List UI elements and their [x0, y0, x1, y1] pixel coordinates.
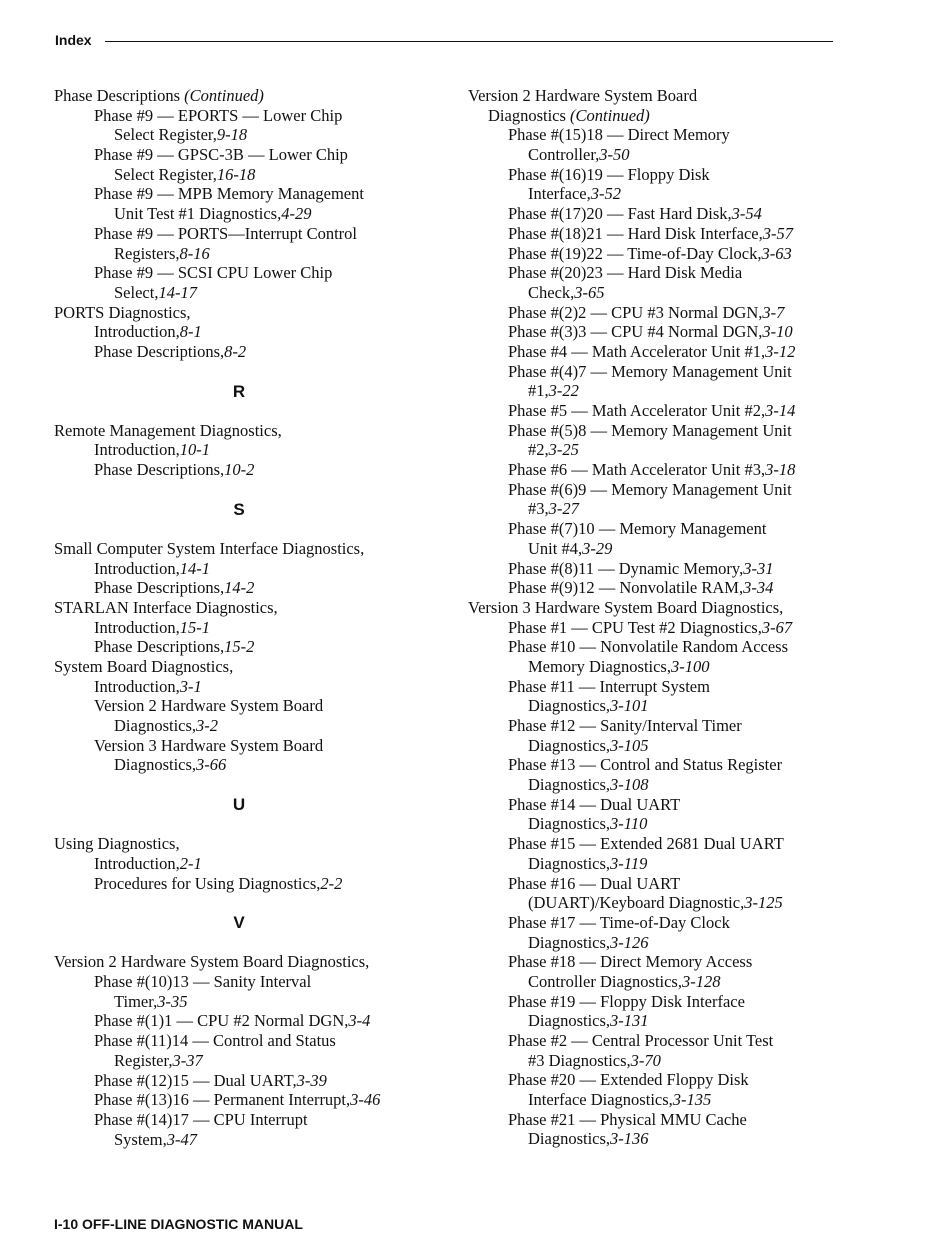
index-entry	[468, 401, 863, 421]
entry-page-ref: (Continued)	[184, 86, 264, 105]
index-entry	[468, 145, 863, 165]
index-entry	[468, 913, 863, 933]
entry-text: Diagnostics,	[528, 814, 611, 834]
index-entry	[468, 224, 863, 244]
entry-text: Diagnostics,	[528, 735, 611, 755]
entry-text: STARLAN Interface Diagnostics,	[54, 597, 278, 617]
entry-text: Phase #(15)18 — Direct Memory	[508, 125, 730, 145]
entry-text: Phase #19 — Floppy Disk Interface	[508, 991, 745, 1011]
index-entry	[54, 1011, 464, 1031]
entry-text: Registers,	[114, 243, 180, 263]
entry-text: Phase Descriptions,	[94, 637, 225, 657]
index-column-right	[468, 86, 863, 1149]
entry-text: Phase #(6)9 — Memory Management Unit	[508, 479, 792, 499]
entry-text: Register,	[114, 1050, 173, 1070]
index-entry	[468, 992, 863, 1012]
entry-text: Diagnostics,	[528, 696, 611, 716]
entry-text: Phase Descriptions,	[94, 341, 225, 361]
index-entry	[54, 834, 464, 854]
index-entry	[54, 657, 464, 677]
entry-page-ref: 3-131	[610, 1011, 649, 1031]
entry-text: (DUART)/Keyboard Diagnostic,	[528, 893, 745, 913]
entry-text: Phase #4 — Math Accelerator Unit #1,	[508, 341, 766, 361]
entry-text: Phase #9 — MPB Memory Management	[94, 184, 364, 204]
index-entry	[468, 283, 863, 303]
index-entry	[468, 755, 863, 775]
entry-page-ref: 14-1	[179, 558, 210, 578]
entry-page-ref: 9-18	[216, 125, 248, 145]
section-letter: S	[233, 499, 245, 519]
entry-text: Version 2 Hardware System Board	[468, 86, 698, 105]
index-entry	[468, 618, 863, 638]
entry-text: Introduction,	[94, 853, 180, 873]
index-entry	[468, 637, 863, 657]
index-entry	[468, 1051, 863, 1071]
index-entry	[54, 539, 464, 559]
index-entry	[468, 381, 863, 401]
entry-page-ref: 8-2	[224, 341, 247, 361]
index-entry	[54, 736, 464, 756]
index-entry	[468, 874, 863, 894]
entry-text: Introduction,	[94, 440, 180, 460]
entry-text: Phase Descriptions,	[94, 460, 225, 480]
entry-page-ref: 3-22	[548, 381, 579, 401]
entry-page-ref: 3-37	[172, 1050, 203, 1070]
entry-page-ref: 3-63	[761, 243, 792, 263]
entry-text: Phase #(4)7 — Memory Management Unit	[508, 361, 792, 381]
entry-text: Interface Diagnostics,	[528, 1090, 673, 1110]
entry-page-ref: 3-34	[743, 578, 774, 598]
entry-text: Timer,	[114, 991, 158, 1011]
index-entry	[54, 598, 464, 618]
entry-text: Phase #5 — Math Accelerator Unit #2,	[508, 401, 766, 420]
index-entry	[468, 184, 863, 204]
entry-text: Phase #(11)14 — Control and Status	[94, 1031, 336, 1051]
index-entry	[54, 263, 464, 283]
index-entry	[54, 125, 464, 145]
index-entry	[54, 559, 464, 579]
index-entry	[54, 165, 464, 185]
index-entry	[54, 755, 464, 775]
entry-page-ref: 3-46	[350, 1090, 381, 1110]
index-entry	[54, 854, 464, 874]
entry-page-ref: 3-14	[765, 401, 796, 420]
entry-text: Procedures for Using Diagnostics,	[94, 873, 321, 893]
entry-text: PORTS Diagnostics,	[54, 302, 191, 322]
index-entry	[468, 86, 863, 106]
entry-text: Phase #17 — Time-of-Day Clock	[508, 912, 730, 932]
index-entry	[54, 696, 464, 716]
entry-text: Diagnostics,	[528, 1011, 611, 1031]
page-footer: I-10 OFF-LINE DIAGNOSTIC MANUAL	[54, 1216, 303, 1232]
entry-page-ref: 8-1	[179, 322, 202, 342]
entry-page-ref: 3-25	[548, 440, 579, 460]
index-entry	[468, 263, 863, 283]
entry-page-ref: 3-39	[296, 1070, 327, 1090]
index-entry	[468, 499, 863, 519]
index-entry	[468, 1011, 863, 1031]
entry-page-ref: 3-47	[166, 1129, 197, 1149]
entry-text: Phase #(5)8 — Memory Management Unit	[508, 420, 792, 440]
index-entry	[54, 578, 464, 598]
entry-page-ref: 3-10	[762, 322, 793, 342]
entry-text: Phase Descriptions	[54, 86, 185, 105]
index-entry	[54, 106, 464, 126]
entry-page-ref: 3-65	[574, 282, 605, 302]
entry-text: Phase #9 — GPSC-3B — Lower Chip	[94, 145, 348, 165]
index-entry	[54, 460, 464, 480]
entry-page-ref: 3-101	[610, 696, 649, 716]
index-entry	[54, 874, 464, 894]
index-entry	[54, 244, 464, 264]
entry-text: Phase #(7)10 — Memory Management	[508, 519, 767, 539]
entry-text: Diagnostics,	[114, 716, 197, 736]
entry-text: Phase #(1)1 — CPU #2 Normal DGN,	[94, 1011, 349, 1031]
index-entry	[468, 1110, 863, 1130]
index-entry	[468, 460, 863, 480]
entry-page-ref: 14-17	[158, 282, 197, 302]
entry-page-ref: 3-18	[765, 460, 796, 480]
index-entry	[54, 86, 464, 106]
index-entry	[54, 677, 464, 697]
entry-text: Diagnostics,	[528, 1129, 611, 1149]
entry-page-ref: 10-2	[224, 460, 255, 480]
entry-text: Phase Descriptions,	[94, 578, 225, 598]
entry-page-ref: 3-7	[762, 302, 785, 322]
index-entry	[468, 125, 863, 145]
index-entry	[54, 716, 464, 736]
entry-page-ref: 3-135	[672, 1090, 712, 1110]
entry-page-ref: 2-1	[179, 853, 202, 873]
entry-text: Unit Test #1 Diagnostics,	[114, 204, 282, 224]
entry-text: Phase #18 — Direct Memory Access	[508, 952, 753, 972]
entry-text: Phase #(2)2 — CPU #3 Normal DGN,	[508, 302, 763, 322]
index-entry	[54, 184, 464, 204]
entry-text: Phase #9 — PORTS—Interrupt Control	[94, 223, 358, 243]
entry-text: Interface,	[528, 184, 591, 204]
entry-page-ref: 15-1	[179, 617, 210, 637]
entry-page-ref: 3-50	[599, 145, 630, 165]
index-entry	[468, 677, 863, 697]
entry-page-ref: 3-70	[630, 1050, 661, 1070]
entry-page-ref: 3-57	[762, 223, 794, 243]
entry-text: Version 2 Hardware System Board	[94, 696, 324, 716]
entry-text: Phase #(12)15 — Dual UART,	[94, 1070, 297, 1090]
index-entry	[54, 992, 464, 1012]
entry-page-ref: 3-1	[179, 676, 202, 696]
index-entry	[468, 972, 863, 992]
index-entry	[54, 1110, 464, 1130]
entry-page-ref: 3-2	[196, 716, 219, 736]
entry-text: Phase #(8)11 — Dynamic Memory,	[508, 558, 744, 578]
entry-text: Phase #(16)19 — Floppy Disk	[508, 164, 710, 184]
entry-text: Phase #(14)17 — CPU Interrupt	[94, 1109, 308, 1129]
index-entry	[54, 283, 464, 303]
entry-page-ref: 3-12	[765, 341, 796, 361]
index-entry	[468, 814, 863, 834]
entry-text: Phase #15 — Extended 2681 Dual UART	[508, 834, 784, 854]
entry-text: Phase #(3)3 — CPU #4 Normal DGN,	[508, 322, 763, 342]
entry-page-ref: 3-136	[610, 1129, 649, 1149]
index-entry	[54, 952, 464, 972]
entry-text: Diagnostics,	[114, 755, 197, 775]
entry-text: Version 3 Hardware System Board	[94, 735, 324, 755]
entry-text: Select Register,	[114, 164, 217, 184]
entry-page-ref: 4-29	[281, 204, 312, 224]
index-entry	[468, 539, 863, 559]
entry-text: Phase #(13)16 — Permanent Interrupt,	[94, 1090, 351, 1110]
entry-text: Phase #9 — SCSI CPU Lower Chip	[94, 263, 333, 283]
entry-text: Controller,	[528, 145, 600, 165]
entry-page-ref: 3-52	[590, 184, 621, 204]
entry-text: Select,	[114, 282, 159, 302]
entry-text: #1,	[528, 381, 549, 401]
entry-page-ref: 3-128	[681, 971, 721, 991]
entry-page-ref: 3-27	[548, 499, 579, 519]
index-entry	[468, 795, 863, 815]
index-entry	[54, 1090, 464, 1110]
index-entry	[468, 480, 863, 500]
entry-text: #2,	[528, 440, 549, 460]
entry-text: Check,	[528, 282, 575, 302]
entry-text: Version 2 Hardware System Board Diagnostics,	[54, 952, 370, 972]
entry-page-ref: 3-66	[196, 755, 227, 775]
index-entry	[468, 696, 863, 716]
index-entry	[468, 322, 863, 342]
entry-text: #3 Diagnostics,	[528, 1050, 631, 1070]
running-header: Index	[55, 32, 92, 48]
index-entry	[468, 559, 863, 579]
index-entry	[54, 1031, 464, 1051]
entry-page-ref: 2-2	[320, 873, 343, 893]
index-entry	[468, 440, 863, 460]
entry-text: Unit #4,	[528, 538, 583, 558]
entry-text: Phase #2 — Central Processor Unit Test	[508, 1031, 774, 1050]
entry-text: Introduction,	[94, 558, 180, 578]
entry-text: #3,	[528, 499, 549, 519]
entry-text: Select Register,	[114, 125, 217, 145]
entry-text: Phase #1 — CPU Test #2 Diagnostics,	[508, 617, 762, 637]
index-entry	[468, 421, 863, 441]
entry-text: Controller Diagnostics,	[528, 971, 682, 991]
entry-page-ref: 3-35	[157, 991, 188, 1011]
entry-text: Memory Diagnostics,	[528, 656, 671, 676]
entry-text: Phase #20 — Extended Floppy Disk	[508, 1070, 749, 1090]
index-entry	[54, 1130, 464, 1150]
entry-page-ref: 3-125	[744, 893, 783, 913]
index-entry	[54, 440, 464, 460]
index-entry	[468, 362, 863, 382]
index-entry	[468, 303, 863, 323]
index-entry	[468, 598, 863, 618]
index-entry	[54, 303, 464, 323]
index-entry	[468, 933, 863, 953]
entry-text: Phase #12 — Sanity/Interval Timer	[508, 716, 742, 735]
entry-page-ref: 3-105	[610, 735, 649, 755]
entry-page-ref: 3-31	[743, 558, 774, 578]
entry-text: System,	[114, 1129, 167, 1149]
index-entry	[468, 106, 863, 126]
index-entry	[468, 657, 863, 677]
entry-text: Phase #(17)20 — Fast Hard Disk,	[508, 204, 732, 224]
entry-text: Phase #(20)23 — Hard Disk Media	[508, 263, 743, 283]
entry-text: Introduction,	[94, 617, 180, 637]
index-entry	[54, 637, 464, 657]
entry-text: Diagnostics,	[528, 853, 611, 873]
index-entry	[54, 1051, 464, 1071]
entry-text: Phase #16 — Dual UART	[508, 873, 681, 893]
index-entry	[468, 716, 863, 736]
entry-page-ref: 3-119	[610, 853, 648, 873]
entry-page-ref: 15-2	[224, 637, 255, 657]
index-entry	[468, 244, 863, 264]
entry-text: Diagnostics,	[528, 775, 611, 795]
entry-page-ref: 8-16	[179, 243, 210, 263]
entry-text: Phase #6 — Math Accelerator Unit #3,	[508, 460, 766, 480]
entry-text: Phase #(10)13 — Sanity Interval	[94, 972, 312, 992]
entry-text: Version 3 Hardware System Board Diagnostics,	[468, 597, 784, 617]
entry-text: Diagnostics,	[528, 932, 611, 952]
entry-text: Diagnostics	[488, 105, 571, 125]
index-entry	[468, 893, 863, 913]
index-entry	[54, 322, 464, 342]
entry-text: Phase #11 — Interrupt System	[508, 676, 710, 696]
index-entry	[468, 1090, 863, 1110]
entry-text: Introduction,	[94, 322, 180, 342]
section-letter: V	[233, 913, 245, 933]
header-rule	[105, 41, 833, 42]
entry-page-ref: 3-29	[582, 538, 613, 558]
entry-text: Using Diagnostics,	[54, 834, 180, 854]
entry-text: Phase #(9)12 — Nonvolatile RAM,	[508, 578, 744, 598]
entry-text: System Board Diagnostics,	[54, 657, 234, 676]
entry-text: Phase #10 — Nonvolatile Random Access	[508, 637, 789, 657]
entry-page-ref: 10-1	[179, 440, 210, 460]
entry-page-ref: 3-54	[731, 204, 762, 224]
section-letter: R	[232, 381, 246, 401]
index-entry	[468, 1129, 863, 1149]
index-entry	[54, 972, 464, 992]
index-entry	[468, 519, 863, 539]
entry-text: Introduction,	[94, 676, 180, 696]
index-entry	[468, 342, 863, 362]
entry-page-ref: 16-18	[216, 164, 256, 184]
entry-text: Phase #9 — EPORTS — Lower Chip	[94, 105, 343, 125]
index-entry	[468, 775, 863, 795]
index-entry	[468, 165, 863, 185]
index-entry	[468, 834, 863, 854]
section-letter: U	[232, 795, 246, 815]
entry-text: Phase #21 — Physical MMU Cache	[508, 1109, 747, 1129]
index-entry	[54, 204, 464, 224]
index-entry	[54, 421, 464, 441]
index-entry	[468, 952, 863, 972]
index-entry	[468, 1031, 863, 1051]
index-entry	[468, 204, 863, 224]
index-entry	[468, 578, 863, 598]
entry-text: Phase #(18)21 — Hard Disk Interface,	[508, 223, 763, 243]
index-entry	[54, 342, 464, 362]
entry-page-ref: 3-108	[610, 775, 649, 795]
entry-page-ref: (Continued)	[570, 105, 650, 125]
index-entry	[54, 1071, 464, 1091]
entry-text: Remote Management Diagnostics,	[54, 420, 282, 440]
index-entry	[54, 145, 464, 165]
index-entry	[468, 1070, 863, 1090]
index-column-left	[54, 86, 464, 1149]
entry-page-ref: 14-2	[224, 578, 255, 598]
entry-page-ref: 3-67	[761, 617, 793, 637]
entry-page-ref: 3-100	[670, 656, 710, 676]
entry-page-ref: 3-126	[610, 932, 649, 952]
entry-page-ref: 3-4	[348, 1011, 371, 1031]
entry-text: Phase #14 — Dual UART	[508, 794, 681, 814]
entry-text: Phase #13 — Control and Status Register	[508, 755, 783, 775]
index-entry	[54, 224, 464, 244]
entry-text: Small Computer System Interface Diagnostics,	[54, 538, 365, 558]
entry-page-ref: 3-110	[610, 814, 648, 834]
index-entry	[468, 736, 863, 756]
index-entry	[54, 618, 464, 638]
index-entry	[468, 854, 863, 874]
entry-text: Phase #(19)22 — Time-of-Day Clock,	[508, 243, 762, 263]
